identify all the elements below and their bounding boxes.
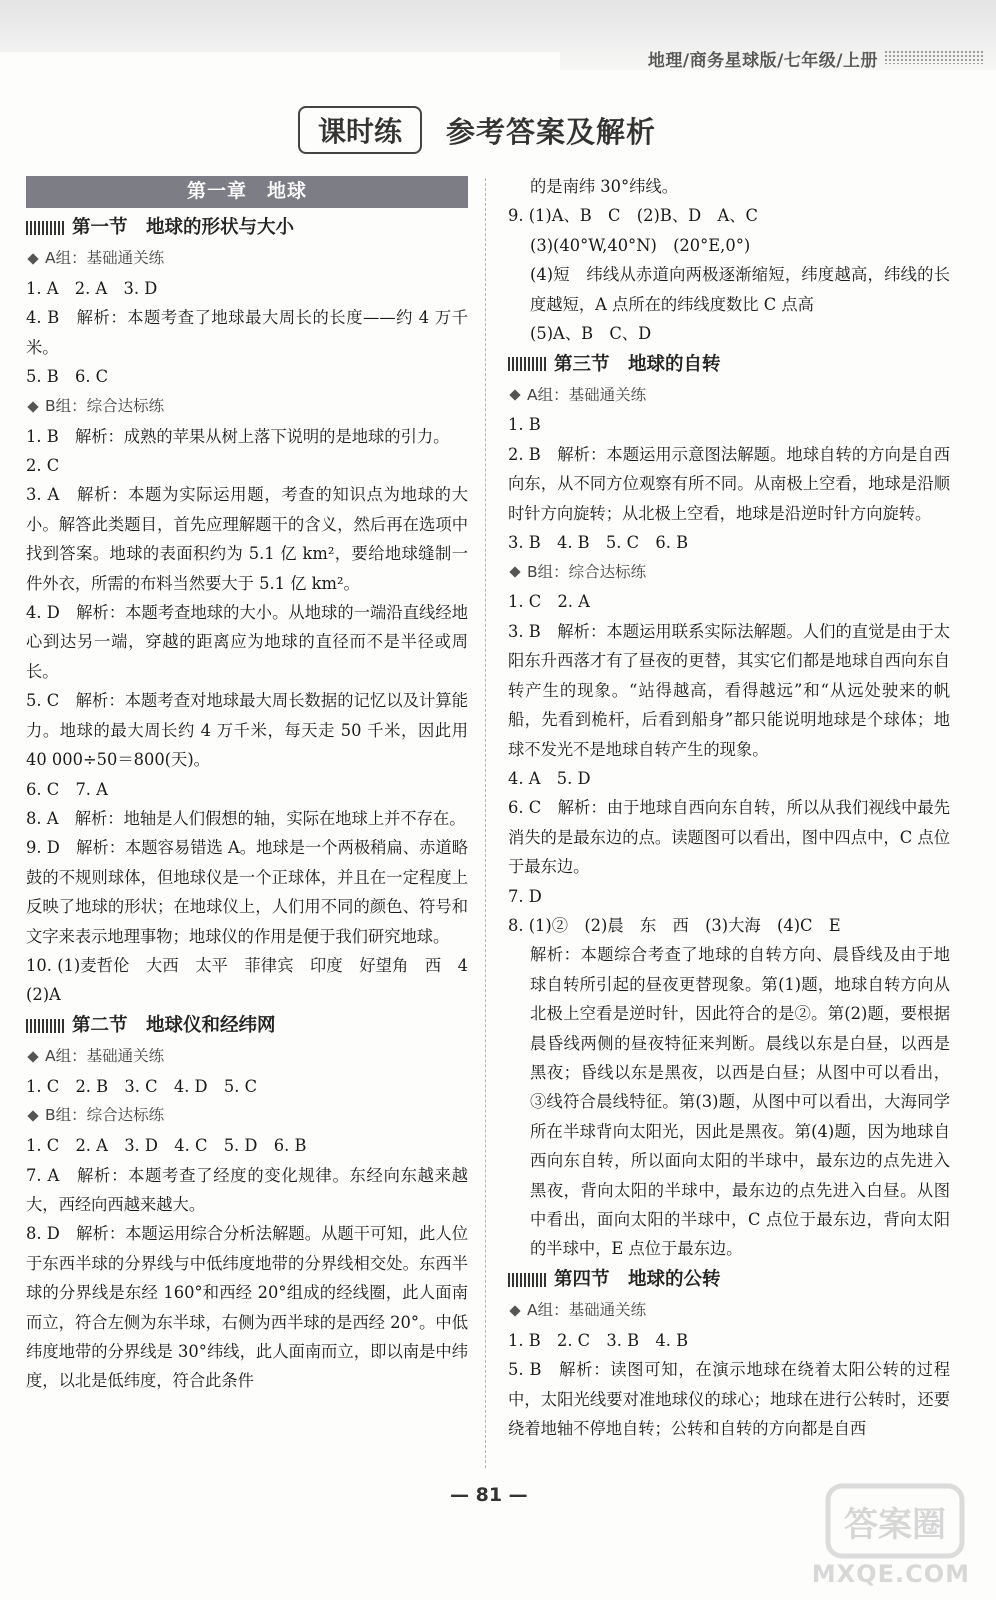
answer-item: 2. C: [26, 456, 60, 476]
answer-continuation: 的是南纬 30°纬线。: [530, 177, 679, 196]
right-column: [508, 172, 950, 1443]
answer-item: 1. C 2. A 3. D 4. C 5. D 6. B: [26, 1136, 307, 1156]
bars-icon: [26, 221, 64, 235]
answer-item: 7. A 解析：本题考查了经度的变化规律。东经向东越来越大，西经向西越来越大。: [26, 1165, 468, 1214]
answer-item: 1. B: [508, 415, 541, 435]
title-badge: 课时练: [298, 106, 422, 154]
group-label: A组：基础通关练: [26, 1042, 468, 1072]
left-column: [26, 172, 485, 1396]
diamond-icon: [509, 567, 520, 578]
answer-item: 10. (1)麦哲伦 大西 太平 菲律宾 印度 好望角 西 4 (2)A: [26, 955, 485, 1005]
section-heading: 第四节 地球的公转: [508, 1264, 950, 1296]
answer-item: 1. A 2. A 3. D: [26, 279, 158, 298]
answer-item: 8. A 解析：地轴是人们假想的轴，实际在地球上并不存在。: [26, 808, 466, 828]
answer-item: 4. B 解析：本题考查了地球最大周长的长度——约 4 万千米。: [26, 308, 468, 357]
answer-explanation: 解析：本题综合考查了地球的自转方向、晨昏线及由于地球自转所引起的昼夜更替现象。第(1)题，地球自转方向从北极上空看是逆时针，因此符合的是②。第(2)题，要根据晨昏线两侧的昼夜特征来判断。晨线以东是白昼，以西是黑夜；昏线以东是黑夜，以西是白昼；从图中可以看出，③线符合晨线特征。第(3)题，从图中可以看出，大海同学所在半球背向太阳光，因此是黑夜。第(4)题，因为地球自西向东自转，所以面向太阳的半球中，最东边的点先进入黑夜，背向太阳的半球中，最东边的点先进入白昼。从图中看出，面向太阳的半球中，C 点位于最东边，背向太阳的半球中，E 点位于最东边。: [530, 945, 950, 1259]
watermark-glyphs: 答案圈: [844, 1505, 946, 1545]
book-tag: 地理/商务星球版/七年级/上册: [647, 51, 878, 71]
answer-item: 3. A 解析：本题为实际运用题，考查的知识点为地球的大小。解答此类题目，首先应理解题干的含义，然后再在选项中找到答案。地球的表面积约为 5.1 亿 km²，要给地球缝制一件外衣，所需的布料当然要大于 5.1 亿 km²。: [26, 485, 468, 593]
section-heading: 第一节 地球的形状与大小: [26, 212, 468, 244]
answer-item: 4. A 5. D: [508, 768, 591, 788]
group-label: A组：基础通关练: [508, 1296, 950, 1326]
bars-icon: [508, 357, 546, 371]
answer-item: 1. C 2. A: [508, 592, 590, 612]
diamond-icon: [27, 401, 38, 412]
header-dot-pattern: [884, 50, 984, 64]
answer-item: (3)(40°W,40°N) (20°E,0°): [530, 235, 751, 255]
answer-item: 3. B 4. B 5. C 6. B: [508, 533, 689, 553]
group-label: A组：基础通关练: [26, 244, 468, 274]
column-divider: [485, 178, 486, 1468]
diamond-icon: [27, 253, 38, 264]
page-title: 参考答案及解析: [446, 115, 657, 149]
bars-icon: [26, 1019, 64, 1033]
group-label: B组：综合达标练: [508, 557, 950, 587]
answer-item: (5)A、B C、D: [530, 324, 652, 344]
group-label: A组：基础通关练: [508, 380, 950, 410]
answer-item: 7. D: [508, 886, 542, 906]
bars-icon: [508, 1273, 546, 1287]
group-label: B组：综合达标练: [26, 1101, 468, 1131]
answer-item: 5. C 解析：本题考查对地球最大周长数据的记忆以及计算能力。地球的最大周长约 4 万千米，每天走 50 千米，因此用 40 000÷50＝800(天)。: [26, 691, 468, 770]
answer-item: 5. B 解析：读图可知，在演示地球在绕着太阳公转的过程中，太阳光线要对准地球仪的球心；地球在进行公转时，还要绕着地轴不停地自转；公转和自转的方向都是自西: [508, 1360, 950, 1439]
answer-item: 6. C 7. A: [26, 779, 108, 799]
answer-item: 1. B 解析：成熟的苹果从树上落下说明的是地球的引力。: [26, 426, 450, 446]
group-label: B组：综合达标练: [26, 392, 468, 422]
diamond-icon: [509, 390, 520, 401]
diamond-icon: [27, 1051, 38, 1062]
answer-item: 2. B 解析：本题运用示意图法解题。地球自转的方向是自西向东，从不同方位观察有所不同。从南极上空看，地球是沿顺时针方向旋转；从北极上空看，地球是沿逆时针方向旋转。: [508, 444, 950, 523]
answer-item: 8. (1)② (2)晨 东 西 (3)大海 (4)C E: [508, 915, 841, 935]
diamond-icon: [27, 1110, 38, 1121]
section-heading: 第三节 地球的自转: [508, 348, 950, 380]
answer-item: 3. B 解析：本题运用联系实际法解题。人们的直觉是由于太阳东升西落才有了昼夜的更替，其实它们都是地球自西向东自转产生的现象。“站得越高，看得越远”和“从远处驶来的帆船，先看到桅杆，后看到船身”都只能说明地球是个球体；地球不发光不是地球自转产生的现象。: [508, 621, 950, 759]
answer-item: 6. C 解析：由于地球自西向东自转，所以从我们视线中最先消失的是最东边的点。读题图可以看出，图中四点中，C 点位于最东边。: [508, 798, 950, 877]
watermark-text: MXQE.COM: [811, 1560, 970, 1588]
page-number: — 81 —: [450, 1484, 528, 1506]
answer-item: 5. B 6. C: [26, 367, 109, 387]
diamond-icon: [509, 1305, 520, 1316]
answer-item: 1. C 2. B 3. C 4. D 5. C: [26, 1076, 258, 1096]
section-heading: 第二节 地球仪和经纬网: [26, 1010, 468, 1042]
answer-item: 8. D 解析：本题运用综合分析法解题。从题干可知，此人位于东西半球的分界线与中低纬度地带的分界线相交处。东西半球的分界线是东经 160°和西经 20°组成的经线圈，此人面南而立，符合左侧为东半球，右侧为西半球的是西经 20°。中低纬度地带的分界线是 30°纬线，此人面南而立，即以南是中纬度，以北是低纬度，符合此条件: [26, 1224, 468, 1391]
answer-item: 9. D 解析：本题容易错选 A。地球是一个两极稍扁、赤道略鼓的不规则球体，但地球仪是一个正球体，并且在一定程度上反映了地球的形状；在地球仪上，人们用不同的颜色、符号和文字来表示地理事物；地球仪的作用是便于我们研究地球。: [26, 838, 468, 946]
answer-item: 9. (1)A、B C (2)B、D A、C: [508, 206, 758, 226]
answer-item: (4)短 纬线从赤道向两极逐渐缩短，纬度越高，纬线的长度越短，A 点所在的纬线度数比 C 点高: [530, 265, 950, 314]
chapter-heading: 第一章 地球: [26, 176, 468, 208]
answer-item: 1. B 2. C 3. B 4. B: [508, 1330, 689, 1350]
answer-item: 4. D 解析：本题考查地球的大小。从地球的一端沿直线经地心到达另一端，穿越的距离应为地球的直径而不是半径或周长。: [26, 603, 468, 681]
